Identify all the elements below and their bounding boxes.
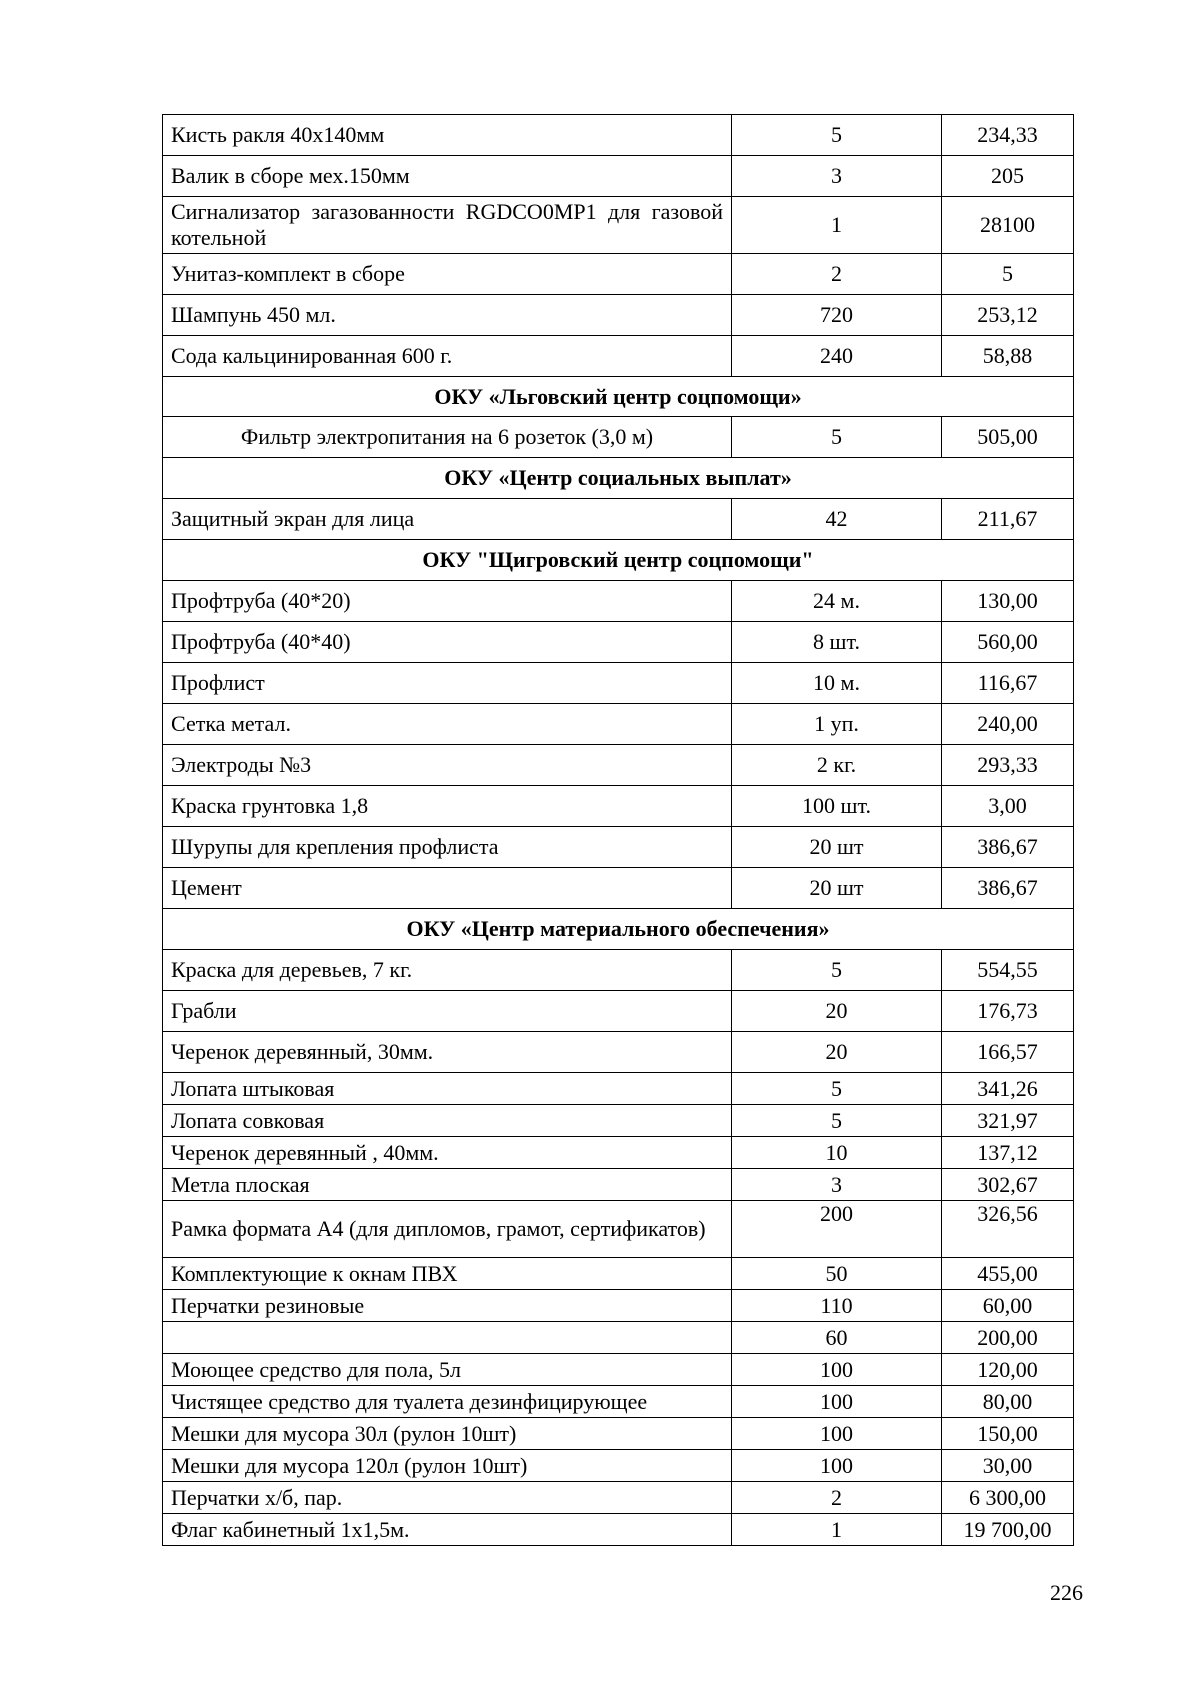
section-title: ОКУ "Щигровский центр соцпомощи" xyxy=(163,540,1074,581)
table-row xyxy=(163,1258,1074,1290)
price-cell: 200,00 xyxy=(942,1322,1074,1354)
quantity-cell: 100 xyxy=(732,1450,942,1482)
item-name-cell: Шурупы для крепления профлиста xyxy=(163,827,732,868)
item-name-cell: Профлист xyxy=(163,663,732,704)
price-cell: 130,00 xyxy=(942,581,1074,622)
table-row xyxy=(163,581,1074,622)
price-cell: 455,00 xyxy=(942,1258,1074,1290)
item-name-cell: Цемент xyxy=(163,868,732,909)
item-name-cell: Электроды №3 xyxy=(163,745,732,786)
table-row xyxy=(163,663,1074,704)
quantity-cell: 3 xyxy=(732,156,942,197)
table-row xyxy=(163,1482,1074,1514)
table-row xyxy=(163,1322,1074,1354)
table-row xyxy=(163,1450,1074,1482)
item-name-cell: Краска грунтовка 1,8 xyxy=(163,786,732,827)
item-name-cell: Черенок деревянный, 30мм. xyxy=(163,1032,732,1073)
quantity-cell: 1 xyxy=(732,1514,942,1546)
table-row xyxy=(163,1418,1074,1450)
price-cell: 3,00 xyxy=(942,786,1074,827)
table-row xyxy=(163,254,1074,295)
item-name-cell: Шампунь 450 мл. xyxy=(163,295,732,336)
price-cell: 253,12 xyxy=(942,295,1074,336)
item-name-cell: Перчатки резиновые xyxy=(163,1290,732,1322)
item-name-cell: Краска для деревьев, 7 кг. xyxy=(163,950,732,991)
item-name-cell: Сетка метал. xyxy=(163,704,732,745)
price-cell: 302,67 xyxy=(942,1169,1074,1201)
item-name-cell: Мешки для мусора 120л (рулон 10шт) xyxy=(163,1450,732,1482)
table-row xyxy=(163,1514,1074,1546)
table-row xyxy=(163,1290,1074,1322)
items-table-body xyxy=(163,115,1074,1546)
quantity-cell: 20 шт xyxy=(732,868,942,909)
quantity-cell: 20 xyxy=(732,1032,942,1073)
table-row xyxy=(163,1386,1074,1418)
price-cell: 176,73 xyxy=(942,991,1074,1032)
price-cell: 28100 xyxy=(942,197,1074,254)
quantity-cell: 2 xyxy=(732,1482,942,1514)
item-name-cell: Кисть ракля 40х140мм xyxy=(163,115,732,156)
quantity-cell: 24 м. xyxy=(732,581,942,622)
price-cell: 341,26 xyxy=(942,1073,1074,1105)
quantity-cell: 1 уп. xyxy=(732,704,942,745)
quantity-cell: 110 xyxy=(732,1290,942,1322)
items-table xyxy=(162,114,1074,1546)
price-cell: 211,67 xyxy=(942,499,1074,540)
quantity-cell: 200 xyxy=(732,1201,942,1258)
item-name-cell: Перчатки х/б, пар. xyxy=(163,1482,732,1514)
quantity-cell: 60 xyxy=(732,1322,942,1354)
item-name-cell: Унитаз-комплект в сборе xyxy=(163,254,732,295)
table-row xyxy=(163,827,1074,868)
price-cell: 80,00 xyxy=(942,1386,1074,1418)
price-cell: 240,00 xyxy=(942,704,1074,745)
table-row xyxy=(163,786,1074,827)
item-name-cell: Сигнализатор загазованности RGDCO0MP1 для газовой котельной xyxy=(163,197,732,254)
quantity-cell: 2 xyxy=(732,254,942,295)
price-cell: 386,67 xyxy=(942,827,1074,868)
price-cell: 19 700,00 xyxy=(942,1514,1074,1546)
page-number: 226 xyxy=(1050,1580,1083,1605)
section-header-row xyxy=(163,377,1074,417)
table-row xyxy=(163,115,1074,156)
quantity-cell: 3 xyxy=(732,1169,942,1201)
price-cell: 58,88 xyxy=(942,336,1074,377)
section-header-row xyxy=(163,909,1074,950)
price-cell: 505,00 xyxy=(942,417,1074,458)
table-row xyxy=(163,745,1074,786)
quantity-cell: 50 xyxy=(732,1258,942,1290)
price-cell: 150,00 xyxy=(942,1418,1074,1450)
table-row xyxy=(163,1354,1074,1386)
price-cell: 30,00 xyxy=(942,1450,1074,1482)
quantity-cell: 1 xyxy=(732,197,942,254)
item-name-cell: Моющее средство для пола, 5л xyxy=(163,1354,732,1386)
table-row xyxy=(163,1073,1074,1105)
item-name-cell: Чистящее средство для туалета дезинфицирующее xyxy=(163,1386,732,1418)
table-row xyxy=(163,704,1074,745)
table-row xyxy=(163,295,1074,336)
item-name-cell: Защитный экран для лица xyxy=(163,499,732,540)
price-cell: 6 300,00 xyxy=(942,1482,1074,1514)
item-name-cell: Фильтр электропитания на 6 розеток (3,0 м) xyxy=(163,417,732,458)
item-name-cell: Флаг кабинетный 1х1,5м. xyxy=(163,1514,732,1546)
quantity-cell: 5 xyxy=(732,950,942,991)
table-row xyxy=(163,197,1074,254)
quantity-cell: 10 xyxy=(732,1137,942,1169)
price-cell: 293,33 xyxy=(942,745,1074,786)
price-cell: 554,55 xyxy=(942,950,1074,991)
item-name-cell: Мешки для мусора 30л (рулон 10шт) xyxy=(163,1418,732,1450)
item-name-cell: Валик в сборе мех.150мм xyxy=(163,156,732,197)
item-name-cell: Метла плоская xyxy=(163,1169,732,1201)
quantity-cell: 42 xyxy=(732,499,942,540)
item-name-cell: Профтруба (40*40) xyxy=(163,622,732,663)
table-row xyxy=(163,156,1074,197)
section-title: ОКУ «Центр материального обеспечения» xyxy=(163,909,1074,950)
quantity-cell: 5 xyxy=(732,1073,942,1105)
item-name-cell: Комплектующие к окнам ПВХ xyxy=(163,1258,732,1290)
price-cell: 60,00 xyxy=(942,1290,1074,1322)
item-name-cell: Рамка формата А4 (для дипломов, грамот, сертификатов) xyxy=(163,1201,732,1258)
quantity-cell: 2 кг. xyxy=(732,745,942,786)
quantity-cell: 5 xyxy=(732,417,942,458)
price-cell: 205 xyxy=(942,156,1074,197)
table-row xyxy=(163,1137,1074,1169)
table-row xyxy=(163,1201,1074,1258)
quantity-cell: 5 xyxy=(732,1105,942,1137)
table-row xyxy=(163,417,1074,458)
table-row xyxy=(163,868,1074,909)
table-row xyxy=(163,950,1074,991)
table-row xyxy=(163,499,1074,540)
section-title: ОКУ «Центр социальных выплат» xyxy=(163,458,1074,499)
quantity-cell: 20 xyxy=(732,991,942,1032)
item-name-cell: Лопата совковая xyxy=(163,1105,732,1137)
quantity-cell: 10 м. xyxy=(732,663,942,704)
table-row xyxy=(163,622,1074,663)
item-name-cell: Лопата штыковая xyxy=(163,1073,732,1105)
section-header-row xyxy=(163,458,1074,499)
price-cell: 234,33 xyxy=(942,115,1074,156)
quantity-cell: 100 шт. xyxy=(732,786,942,827)
quantity-cell: 100 xyxy=(732,1354,942,1386)
quantity-cell: 720 xyxy=(732,295,942,336)
item-name-cell xyxy=(163,1322,732,1354)
table-row xyxy=(163,336,1074,377)
quantity-cell: 20 шт xyxy=(732,827,942,868)
price-cell: 116,67 xyxy=(942,663,1074,704)
table-row xyxy=(163,1032,1074,1073)
item-name-cell: Сода кальцинированная 600 г. xyxy=(163,336,732,377)
table-row xyxy=(163,1169,1074,1201)
price-cell: 321,97 xyxy=(942,1105,1074,1137)
item-name-cell: Черенок деревянный , 40мм. xyxy=(163,1137,732,1169)
price-cell: 560,00 xyxy=(942,622,1074,663)
section-title: ОКУ «Льговский центр соцпомощи» xyxy=(163,377,1074,417)
price-cell: 137,12 xyxy=(942,1137,1074,1169)
quantity-cell: 100 xyxy=(732,1386,942,1418)
item-name-cell: Профтруба (40*20) xyxy=(163,581,732,622)
quantity-cell: 100 xyxy=(732,1418,942,1450)
quantity-cell: 240 xyxy=(732,336,942,377)
table-row xyxy=(163,991,1074,1032)
quantity-cell: 8 шт. xyxy=(732,622,942,663)
quantity-cell: 5 xyxy=(732,115,942,156)
item-name-cell: Грабли xyxy=(163,991,732,1032)
table-row xyxy=(163,1105,1074,1137)
price-cell: 5 xyxy=(942,254,1074,295)
price-cell: 120,00 xyxy=(942,1354,1074,1386)
price-cell: 386,67 xyxy=(942,868,1074,909)
price-cell: 166,57 xyxy=(942,1032,1074,1073)
section-header-row xyxy=(163,540,1074,581)
price-cell: 326,56 xyxy=(942,1201,1074,1258)
